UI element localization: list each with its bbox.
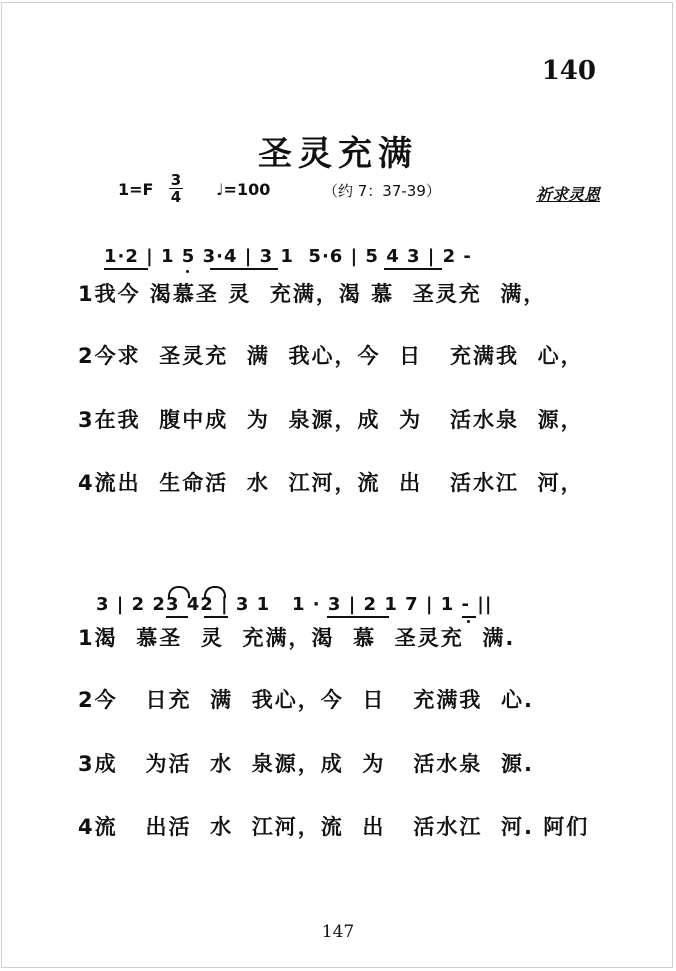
notation-line-2: 3 | 2 23 42 | 3 1 1 · 3 | 2 1 7 | 1 - || [96,594,493,615]
verse-line-2-2: 2今 日充 满 我心，今 日 充满我 心. [78,688,534,712]
tempo-marking: ♩=100 [216,180,271,199]
underline-mark [327,616,389,618]
verse-line-1-3: 3在我 腹中成 为 泉源，成 为 活水泉 源， [78,408,584,432]
verse-line-2-4: 4流 出活 水 江河，流 出 活水江 河. 阿们 [78,815,590,839]
page-title: 圣灵充满 [258,134,418,174]
verse-line-1-2: 2今求 圣灵充 满 我心，今 日 充满我 心， [78,344,584,368]
underline-mark [104,268,148,270]
verse-line-1-1: 1我今 渴慕圣 灵 充满，渴 慕 圣灵充 满， [78,282,547,306]
lower-octave-dot [186,270,189,273]
time-signature [168,172,184,205]
underline-mark [384,268,442,270]
verse-line-1-4: 4流出 生命活 水 江河，流 出 活水江 河， [78,471,584,495]
verse-line-2-3: 3成 为活 水 泉源，成 为 活水泉 源. [78,752,534,776]
verse-line-2-1: 1渴 慕圣 灵 充满，渴 慕 圣灵充 满. [78,626,516,650]
underline-mark [166,616,188,618]
key-signature: 1=F [118,180,154,199]
time-signature-top: 3 [170,171,182,189]
page-number: 147 [321,922,355,942]
scripture-reference: （约 7：37-39） [323,182,441,200]
notation-line-1: 1·2 | 1 5 3·4 | 3 1 5·6 | 5 4 3 | 2 - [104,246,472,267]
author-label: 祈求灵恩 [535,185,600,204]
underline-mark [210,268,278,270]
underline-mark [204,616,228,618]
hymn-number: 140 [541,56,596,86]
time-signature-bottom: 4 [170,188,182,206]
underline-mark [462,616,476,618]
